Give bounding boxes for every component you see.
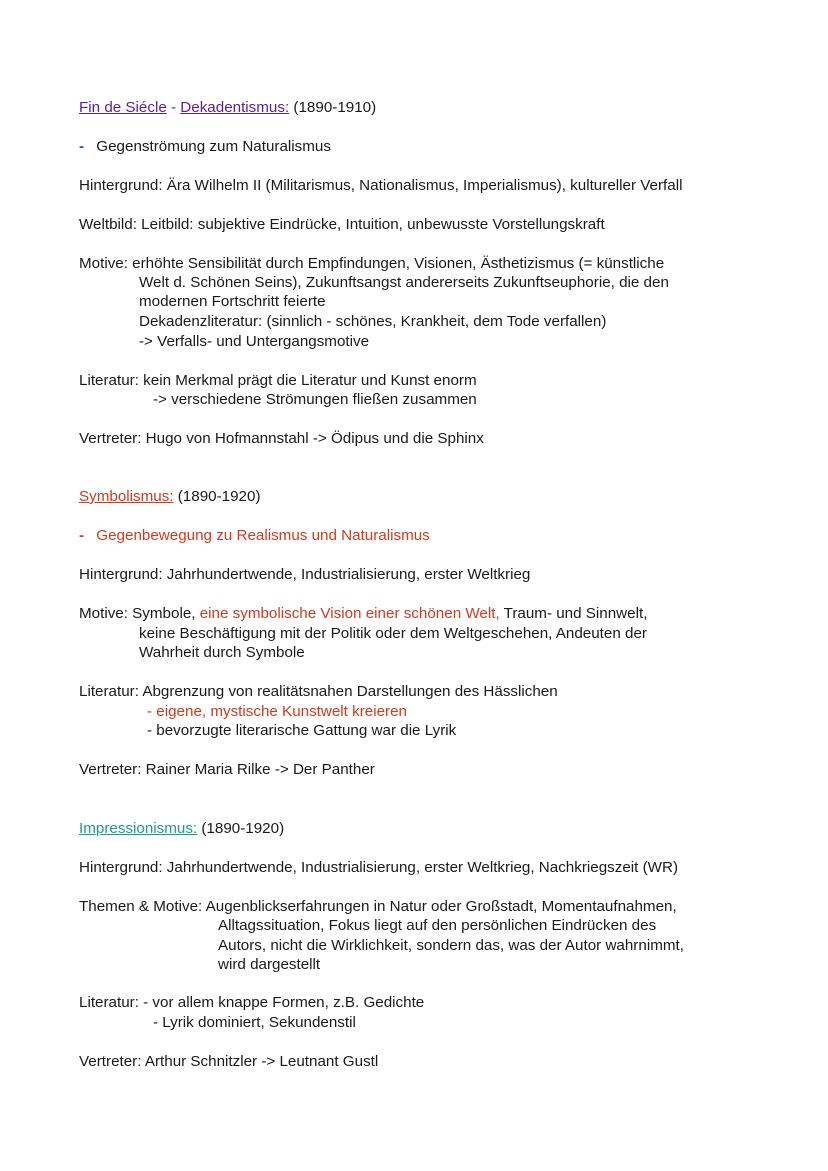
impressionismus-themen-line: Alltagssituation, Fokus liegt auf den persönlichen Eindrücken des xyxy=(218,917,657,934)
fin-bullet xyxy=(79,137,331,157)
fin-years: (1890-1910) xyxy=(289,99,377,116)
fin-motive-line: Motive: erhöhte Sensibilität durch Empfindungen, Visionen, Ästhetizismus (= künstliche xyxy=(79,255,665,272)
fin-literatur-line: Literatur: kein Merkmal prägt die Literatur und Kunst enorm xyxy=(79,372,477,389)
fin-title-b: Dekadentismus: xyxy=(180,99,290,116)
symbolismus-hintergrund: Hintergrund: Jahrhundertwende, Industrialisierung, erster Weltkrieg xyxy=(79,566,531,583)
symbolismus-motive-highlight: eine symbolische Vision einer schönen Welt, xyxy=(199,605,500,622)
symbolismus-bullet xyxy=(79,526,430,546)
symbolismus-dash-icon: - xyxy=(79,527,85,544)
impressionismus-themen-line: Themen & Motive: Augenblickserfahrungen in Natur oder Großstadt, Momentaufnahmen, xyxy=(79,898,677,915)
impressionismus-years: (1890-1920) xyxy=(197,820,285,837)
symbolismus-title: Symbolismus: xyxy=(79,488,174,505)
fin-motive-line: Dekadenzliteratur: (sinnlich - schönes, Krankheit, dem Tode verfallen) xyxy=(139,313,607,330)
symbolismus-motive-line xyxy=(79,604,647,624)
symbolismus-point: Gegenbewegung zu Realismus und Naturalismus xyxy=(96,527,430,544)
symbolismus-literatur-highlight: eigene, mystische Kunstwelt kreieren xyxy=(156,703,407,720)
fin-weltbild: Weltbild: Leitbild: subjektive Eindrücke, Intuition, unbewusste Vorstellungskraft xyxy=(79,216,605,233)
symbolismus-motive-text: Motive: Symbole, xyxy=(79,605,200,622)
symbolismus-motive-text: Traum- und Sinnwelt, xyxy=(499,605,648,622)
impressionismus-literatur-line: Literatur: - vor allem knappe Formen, z.B. Gedichte xyxy=(79,994,425,1011)
impressionismus-themen-line: wird dargestellt xyxy=(218,956,321,973)
fin-dash-icon: - xyxy=(79,138,85,155)
impressionismus-hintergrund: Hintergrund: Jahrhundertwende, Industrialisierung, erster Weltkrieg, Nachkriegszeit (WR) xyxy=(79,859,679,876)
impressionismus-themen-line: Autors, nicht die Wirklichkeit, sondern das, was der Autor wahrnimmt, xyxy=(218,937,684,954)
symbolismus-literatur-line xyxy=(147,702,407,722)
symbolismus-heading xyxy=(79,487,261,507)
symbolismus-vertreter: Vertreter: Rainer Maria Rilke -> Der Panther xyxy=(79,761,375,778)
fin-motive-line: modernen Fortschritt feierte xyxy=(139,293,326,310)
fin-title-a: Fin de Siécle xyxy=(79,99,167,116)
fin-motive-line: Welt d. Schönen Seins), Zukunftsangst andererseits Zukunftseuphorie, die den xyxy=(139,274,669,291)
fin-hintergrund: Hintergrund: Ära Wilhelm II (Militarismus, Nationalismus, Imperialismus), kultureller Verfall xyxy=(79,177,683,194)
fin-title-sep: - xyxy=(166,99,181,116)
symbolismus-literatur-dash: - xyxy=(147,703,157,720)
symbolismus-motive-line: keine Beschäftigung mit der Politik oder dem Weltgeschehen, Andeuten der xyxy=(139,625,647,642)
fin-vertreter: Vertreter: Hugo von Hofmannstahl -> Ödipus und die Sphinx xyxy=(79,430,484,447)
impressionismus-literatur-line: - Lyrik dominiert, Sekundenstil xyxy=(153,1014,356,1031)
symbolismus-years: (1890-1920) xyxy=(173,488,261,505)
fin-motive-line: -> Verfalls- und Untergangsmotive xyxy=(139,333,370,350)
fin-literatur-line: -> verschiedene Strömungen fließen zusammen xyxy=(153,391,477,408)
fin-point: Gegenströmung zum Naturalismus xyxy=(96,138,331,155)
symbolismus-literatur-line: Literatur: Abgrenzung von realitätsnahen Darstellungen des Hässlichen xyxy=(79,683,558,700)
impressionismus-title: Impressionismus: xyxy=(79,820,198,837)
symbolismus-motive-line: Wahrheit durch Symbole xyxy=(139,644,305,661)
impressionismus-heading xyxy=(79,819,284,839)
fin-heading xyxy=(79,98,376,118)
symbolismus-literatur-line: - bevorzugte literarische Gattung war die Lyrik xyxy=(147,722,457,739)
impressionismus-vertreter: Vertreter: Arthur Schnitzler -> Leutnant Gustl xyxy=(79,1053,379,1070)
